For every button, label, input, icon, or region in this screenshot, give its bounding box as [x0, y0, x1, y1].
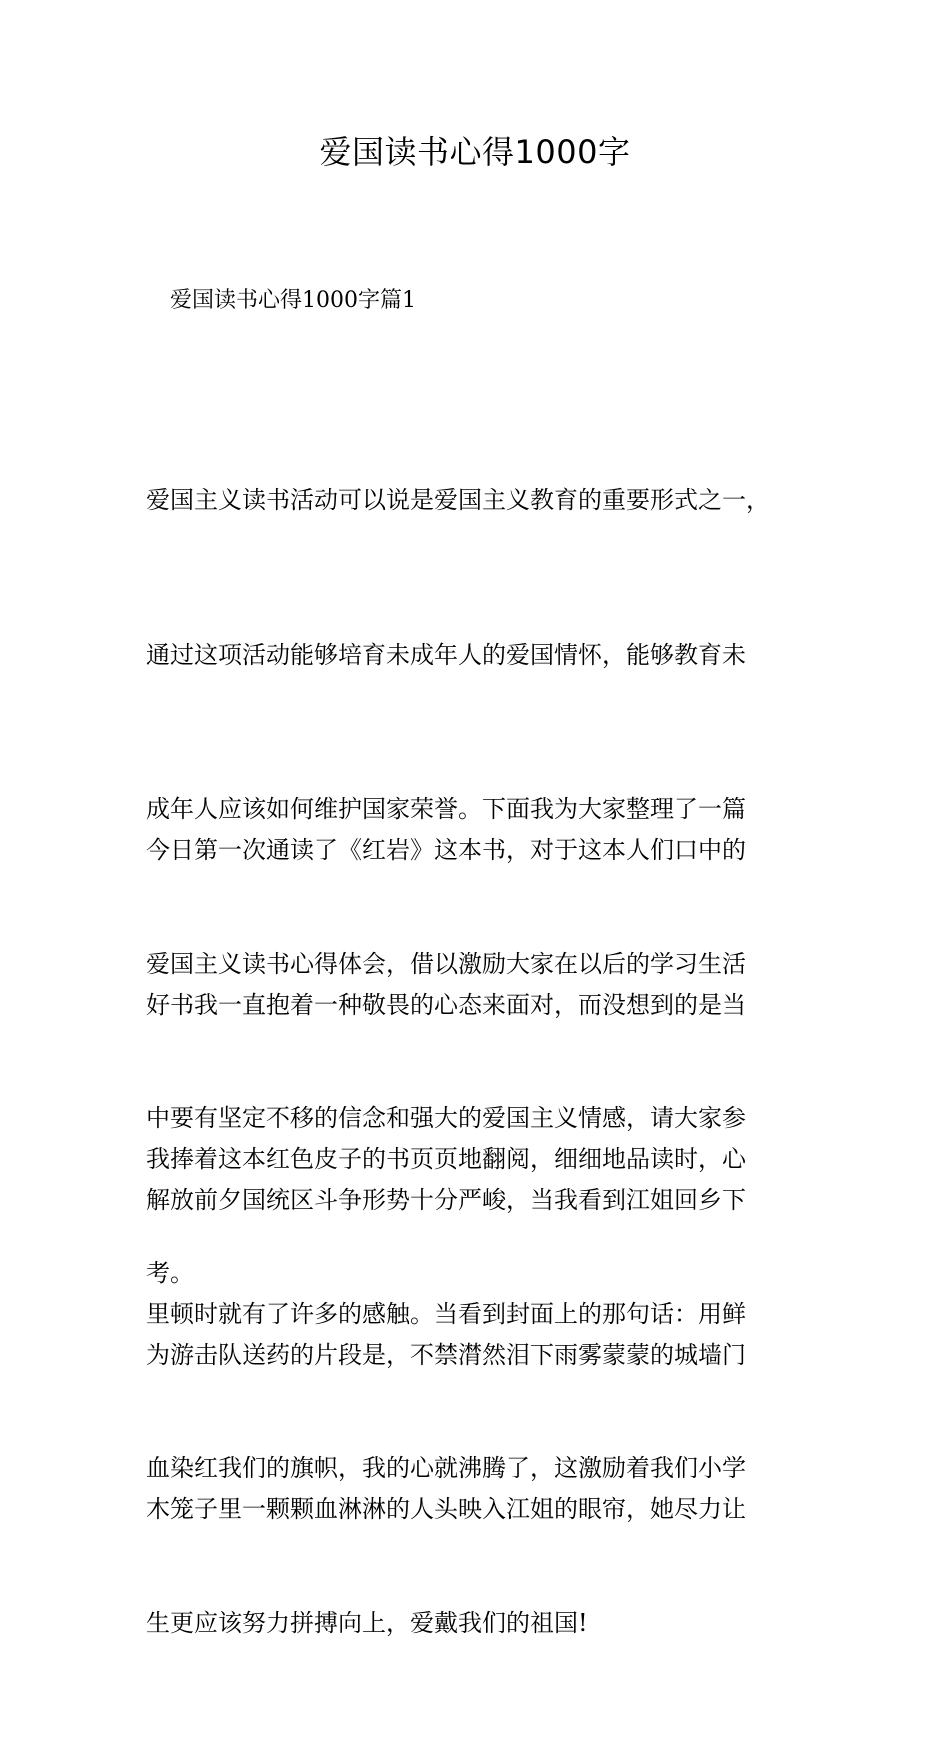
paragraph-line: 好书我一直抱着一种敬畏的心态来面对，而没想到的是当	[146, 990, 746, 1019]
paragraph-line: 里顿时就有了许多的感触。当看到封面上的那句话：用鲜	[146, 1299, 746, 1328]
paragraph-line: 生更应该努力拼搏向上，爱戴我们的祖国!	[146, 1608, 588, 1637]
paragraph-line: 通过这项活动能够培育未成年人的爱国情怀，能够教育未	[146, 640, 746, 669]
paragraph-line: 考。	[146, 1258, 194, 1287]
paragraph-3	[146, 1072, 826, 1639]
paragraph-line: 爱国主义读书心得体会，借以激励大家在以后的学习生活	[146, 949, 746, 978]
paragraph-line: 血染红我们的旗帜，我的心就沸腾了，这激励着我们小学	[146, 1454, 746, 1482]
paragraph-line: 今日第一次通读了《红岩》这本书，对于这本人们口中的	[146, 836, 746, 864]
paragraph-line: 成年人应该如何维护国家荣誉。下面我为大家整理了一篇	[146, 795, 746, 823]
section-heading: 爱国读书心得1000字篇1	[170, 288, 416, 313]
paragraph-line: 木笼子里一颗颗血淋淋的人头映入江姐的眼帘，她尽力让	[146, 1495, 746, 1523]
paragraph-line: 爱国主义读书活动可以说是爱国主义教育的重要形式之一，	[146, 486, 770, 514]
paragraph-line: 为游击队送药的片段是，不禁潸然泪下雨雾蒙蒙的城墙门	[146, 1340, 746, 1369]
document-title: 爱国读书心得1000字	[319, 133, 631, 171]
paragraph-line: 我捧着这本红色皮子的书页页地翻阅，细细地品读时，心	[146, 1145, 746, 1173]
paragraph-line: 解放前夕国统区斗争形势十分严峻，当我看到江姐回乡下	[146, 1186, 746, 1214]
paragraph-line: 中要有坚定不移的信念和强大的爱国主义情感，请大家参	[146, 1104, 746, 1132]
